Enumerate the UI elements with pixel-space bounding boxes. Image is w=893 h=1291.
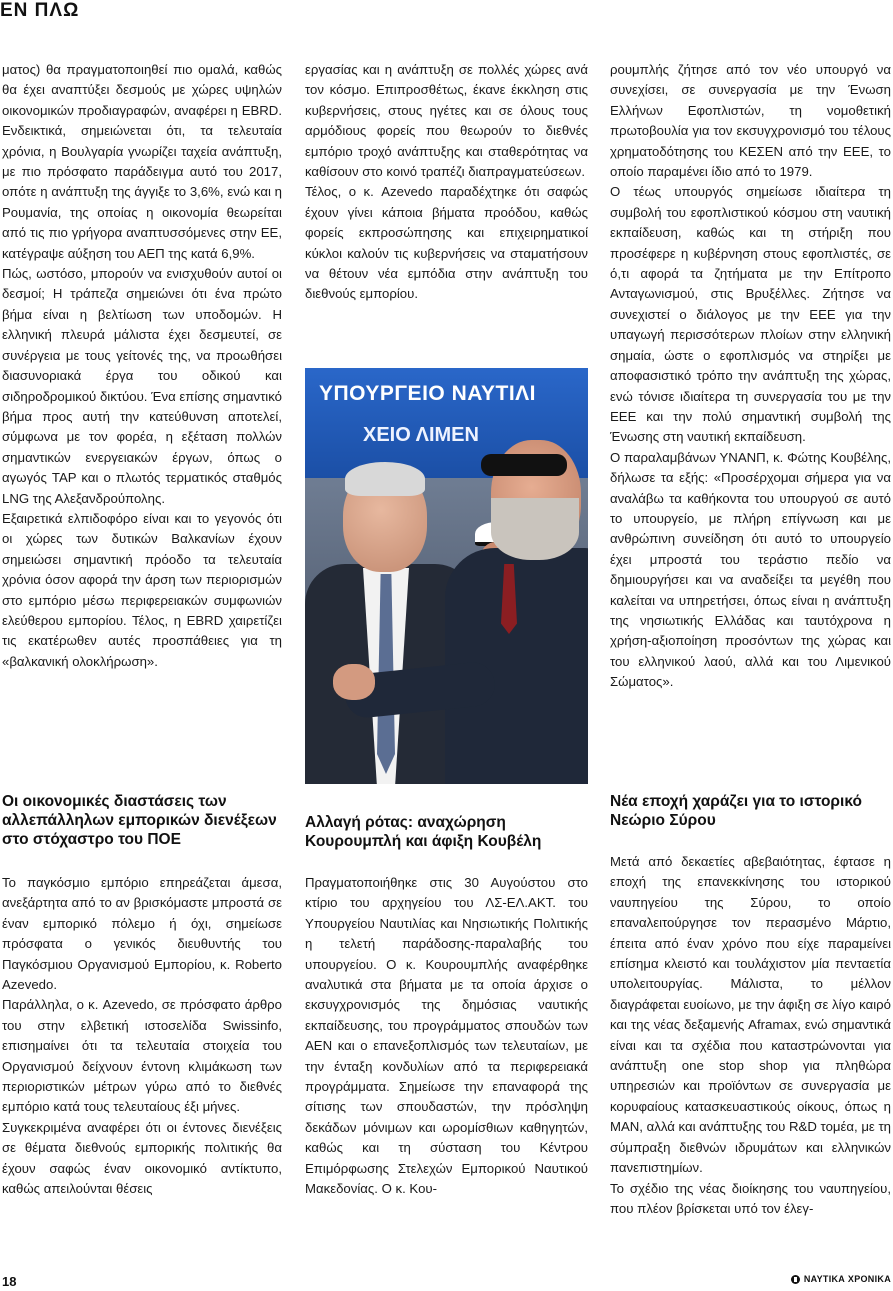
man-right-hand: [333, 664, 375, 700]
col3-paragraph-1: ρουμπλής ζήτησε από τον νέο υπουργό να συνεχίσει, σε συνεργασία με την Ένωση Ελλήνων Εφοπλιστών, τη νομοθετική πρωτοβουλία για τον εκσυγχρονισμό του τέλους χρηματοδότησης του ΚΕΣΕΝ από την ΕΕΕ, το οποίο παραμένει ίδιο από το 1979.: [610, 62, 891, 180]
col3-heading: Νέα εποχή χαράζει για το ιστορικό Νεώριο Σύρου: [610, 793, 862, 829]
ceremony-photo: [305, 368, 588, 784]
footer-brand: [791, 1274, 891, 1284]
brand-logo-icon: [791, 1275, 800, 1284]
col2-after-heading: [305, 873, 588, 1200]
man-left-hair: [345, 462, 425, 496]
col1-paragraph-5: Παράλληλα, ο κ. Azevedo, σε πρόσφατο άρθρο του στην ελβετική ιστοσελίδα Swissinfo, επισημαίνει ότι τα τελευταία στοιχεία του Οργανισμού δείχνουν έντονη κλιμάκωση των περιοριστικών μέτρων γύρω από το διεθνές εμπόριο κατά τους τελευταίους έξι μήνες.: [2, 997, 282, 1115]
section-label: ΕΝ ΠΛΩ: [0, 0, 80, 21]
col3-after-heading: [610, 852, 891, 1219]
col2-paragraph-1: εργασίας και η ανάπτυξη σε πολλές χώρες ανά τον κόσμο. Επιπροσθέτως, έκανε έκκληση στις κυβερνήσεις, στους ηγέτες και σε όλους τους αρμόδιους φορείς που θεωρούν το διεθνές εμπόριο τροχό ανάπτυξης και σταθερότητας να καθίσουν στο κοινό τραπέζι διαπραγματεύσεων.: [305, 62, 588, 180]
footer-brand-name: ΝΑΥΤΙΚΑ ΧΡΟΝΙΚΑ: [803, 1274, 891, 1284]
sunglasses-icon: [481, 454, 567, 476]
col1-paragraph-1: ματος) θα πραγματοποιηθεί πιο ομαλά, καθώς θα έχει αναπτύξει δεσμούς με χώρες υψηλών οικονομικών προδιαγραφών, αναφέρει η EBRD. Ενδεικτικά, σημειώνεται ότι, τα τελευταία χρόνια, η Βουλγαρία γνωρίζει ταχεία ανάπτυξη, με πιο πρόσφατο παράδειγμα αυτό του 2017, οπότε η ανάπτυξη της άγγιξε το 3,6%, ενώ και η Ρουμανία, της οποίας η οικονομία θεωρείται από τις πιο γρήγορα αναπτυσσόμενες στην ΕΕ, κατέγραψε αύξηση του ΑΕΠ της κατά 6,9%.: [2, 62, 282, 261]
col2-heading: Αλλαγή ρότας: αναχώρηση Κουρουμπλή και άφιξη Κουβέλη: [305, 814, 542, 850]
col1-paragraph-4: Το παγκόσμιο εμπόριο επηρεάζεται άμεσα, ανεξάρτητα από το αν βρισκόμαστε μπροστά σε έναν εμπορικό πόλεμο ή όχι, σημείωσε πρόσφατα ο γενικός διευθυντής του Παγκόσμιου Οργανισμού Εμπορίου, κ. Roberto Azevedo.: [2, 875, 282, 993]
ministry-sign-line-1: ΥΠΟΥΡΓΕΙΟ ΝΑΥΤΙΛΙ: [319, 382, 537, 405]
col3-paragraph-5: Το σχέδιο της νέας διοίκησης του ναυπηγείου, που πλέον βρίσκεται υπό τον έλεγ-: [610, 1180, 891, 1216]
col1-paragraph-2: Πώς, ωστόσο, μπορούν να ενισχυθούν αυτοί οι δεσμοί; Η τράπεζα σημειώνει ότι ένα πρώτο βήμα είναι η βελτίωση των υποδομών. Η ελληνική πλευρά μάλιστα έχει δεσμευτεί, σε συνέργεια με τους γείτονές της, να προωθήσει διασυνοριακά έργα του οδικού και σιδηροδρομικού δικτύου. Ένα επίσης σημαντικό βήμα προς αυτή την κατεύθυνση αποτελεί, σύμφωνα με τον φορέα, η εξέταση πολλών σημαντικών ενεργειακών έργων, όπως ο αγωγός TAP και ο πλωτός τερματικός σταθμός LNG της Αλεξανδρούπολης.: [2, 266, 282, 506]
col1-paragraph-6: Συγκεκριμένα αναφέρει ότι οι έντονες διενέξεις σε θέματα διεθνούς εμπορικής πολιτικής θα έχουν σαφώς έναν οικονομικό αντίκτυπο, καθώς απειλούνται θέσεις: [2, 1119, 282, 1197]
col1-heading: Οι οικονομικές διαστάσεις των αλλεπάλληλων εμπορικών διενέξεων στο στόχαστρο του ΠΟΕ: [2, 793, 277, 848]
column-3: [610, 60, 892, 1216]
col1-after-heading: [2, 873, 282, 1200]
ministry-sign-line-2: ΧΕΙΟ ΛΙΜΕΝ: [363, 424, 479, 446]
col1-paragraph-3: Εξαιρετικά ελπιδοφόρο είναι και το γεγονός ότι οι χώρες των δυτικών Βαλκανίων έχουν σημειώσει σημαντική πρόοδο τα τελευταία χρόνια όσον αφορά την άρση των περιορισμών στο εμπόριο μέσω περιφερειακών συμφωνιών ελεύθερου εμπορίου. Τέλος, η EBRD χαιρετίζει τις εκατέρωθεν αυτές προσπάθειες για τη «βαλκανική ολοκλήρωση».: [2, 510, 282, 669]
col2-paragraph-2: Τέλος, ο κ. Azevedo παραδέχτηκε ότι σαφώς έχουν γίνει κάποια βήματα προόδου, καθώς φορείς εκπροσώπησης και επιχειρηματικοί κύκλοι καλούν τις κυβερνήσεις να σταματήσουν να θέτουν νέα εμπόδια στην ανάπτυξη του διεθνούς εμπορίου.: [305, 184, 588, 302]
col3-paragraph-3: Ο παραλαμβάνων ΥΝΑΝΠ, κ. Φώτης Κουβέλης, δήλωσε τα εξής: «Προσέρχομαι σήμερα για να αναλάβω τα καθήκοντα του υπουργού σε αυτό το υπουργείο, με πλήρη επίγνωση και με ανθρώπινη συνείδηση ότι αυτό το υπουργείο έχει μπροστά του τεράστιο πεδίο να δημιουργήσει και να αναδείξει τα μεγέθη που καλείται να υπηρετήσει, όπως είναι η ανάπτυξη της νησιωτικής Ελλάδας και ταυτόχρονα η χρήση-αξιοποίηση προσόντων της χώρας και του ελληνικού λαού, αλλά και του Λιμενικού Σώματος».: [610, 449, 891, 690]
page-number: 18: [2, 1274, 17, 1289]
column-1: [2, 60, 282, 1197]
col2-paragraph-3: Πραγματοποιήθηκε στις 30 Αυγούστου στο κτίριο του αρχηγείου του ΛΣ-ΕΛ.ΑΚΤ. του Υπουργείου Ναυτιλίας και Νησιωτικής Πολιτικής η τελετή παράδοσης-παραλαβής του υπουργείου. Ο κ. Κουρουμπλής αναφέρθηκε αναλυτικά στα βήματα με τα οποία άρχισε ο εκσυγχρονισμός της δημόσιας ναυτικής εκπαίδευσης, του προγράμματος σπουδών των ΑΕΝ και ο επανεξοπλισμός των τελευταίων, με την ένταξη κονδυλίων από τα περιφερειακά προγράμματα. Σημείωσε την επαναφορά της σίτισης των σπουδαστών, την πρόσληψη δεκάδων μόνιμων και ωρομίσθιων καθηγητών, καθώς και τη σύσταση του Κέντρου Επιμόρφωσης Στελεχών Εμπορικού Ναυτικού Μακεδονίας. Ο κ. Κου-: [305, 875, 588, 1197]
col3-paragraph-2: Ο τέως υπουργός σημείωσε ιδιαίτερα τη συμβολή του εφοπλιστικού κόσμου στη ναυτική εκπαίδευση, καθώς και τη στήριξη που προσέφερε η κυβέρνηση στους εφοπλιστές, σε ό,τι αφορά τα ζητήματα με την Επίτροπο Ανταγωνισμού, στις Βρυξέλλες. Ζήτησε να συνεχιστεί ο διάλογος με την ΕΕΕ για την υπαγωγή περισσότερων πλοίων στην ελληνική σημαία, ώστε ο εφοπλισμός να στηρίξει με αποφασιστικό τρόπο την ανάπτυξη της χώρας, ενώ τόνισε ιδιαίτερα τη συνεργασία του με την ΕΕΕ και την πολύ σημαντική συμβολή της Ένωσης στη ναυτική εκπαίδευση.: [610, 184, 891, 445]
col3-paragraph-4: Μετά από δεκαετίες αβεβαιότητας, έφτασε η εποχή της επανεκκίνησης του ιστορικού ναυπηγείου της Σύρου, το οποίο επαναλειτούργησε τον περασμένο Μάρτιο, έπειτα από έναν χρόνο που είχε παραμείνει επίσημα κλειστό και τουλάχιστον μία πενταετία υπολειτουργίας. Μάλιστα, το μέλλον διαγράφεται ευοίωνο, με την άφιξη σε λίγο καιρό και της νέας δεξαμενής Aframax, ενώ σημαντικά είναι και τα σχέδια που καταστρώνονται για ανάπτυξη one stop shop για πληθώρα υπηρεσιών και προϊόντων σε συνεργασία με κορυφαίους κατασκευαστικούς οίκους, όπως η MAN, αλλά και ανάπτυξης του R&D τομέα, με τη σύμπραξη διεθνών ιδρυμάτων και ελληνικών πανεπιστημίων.: [610, 854, 892, 1176]
man-right-beard: [491, 498, 579, 560]
